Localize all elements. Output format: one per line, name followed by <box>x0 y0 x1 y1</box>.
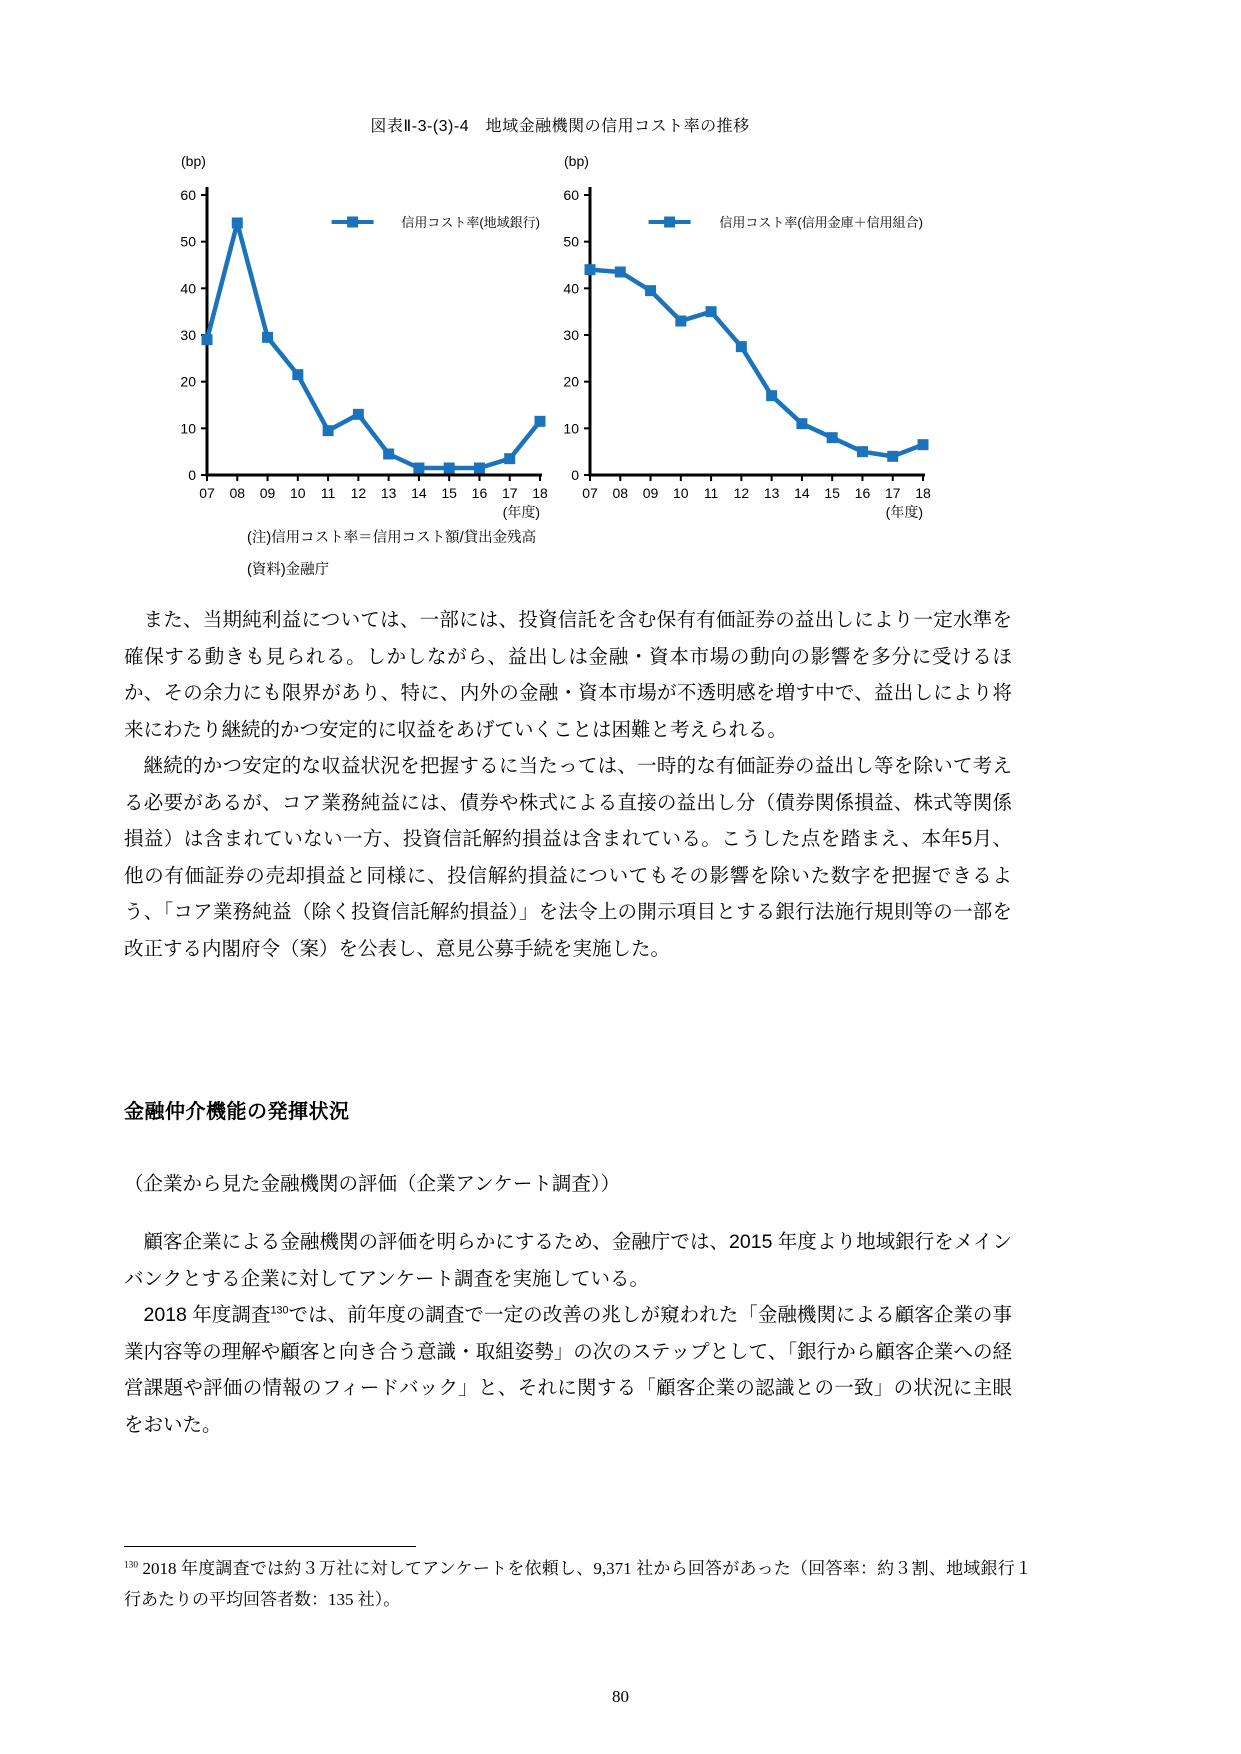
svg-text:17: 17 <box>884 485 901 501</box>
svg-text:18: 18 <box>532 485 548 501</box>
body-text-block-2 <box>124 1224 1012 1443</box>
svg-text:(年度): (年度) <box>885 504 923 520</box>
svg-text:11: 11 <box>320 485 336 501</box>
page-number: 80 <box>612 1687 629 1706</box>
footnote-number: 130 <box>124 1560 139 1571</box>
paragraph-text: では、前年度の調査で一定の改善の兆しが窺われた「金融機関による顧客企業の事業内容等の理解や顧客と向き合う意識・取組姿勢」の次のステップとして、「銀行から顧客企業への経営課題や評価の情報のフィードバック」と、それに関する「顧客企業の認識との一致」の状況に主眼をおいた。 <box>124 1304 1012 1436</box>
figure-note <box>247 522 536 586</box>
svg-text:信用コスト率(信用金庫＋信用組合): 信用コスト率(信用金庫＋信用組合) <box>719 215 923 230</box>
credit-cost-chart-regional-banks <box>155 150 550 522</box>
svg-text:(bp): (bp) <box>564 153 589 169</box>
svg-text:16: 16 <box>471 485 488 501</box>
svg-text:10: 10 <box>673 485 689 501</box>
svg-text:60: 60 <box>180 187 196 203</box>
note-source: (資料)金融庁 <box>247 562 330 578</box>
svg-text:13: 13 <box>763 485 780 501</box>
svg-text:07: 07 <box>199 485 215 501</box>
svg-text:信用コスト率(地域銀行): 信用コスト率(地域銀行) <box>401 215 540 230</box>
svg-text:40: 40 <box>563 280 579 297</box>
svg-text:15: 15 <box>824 485 840 501</box>
credit-cost-chart-shinkin-credit-unions <box>538 150 933 522</box>
paragraph-text: 2018 年度調査 <box>143 1304 271 1326</box>
svg-text:18: 18 <box>915 485 931 501</box>
svg-text:0: 0 <box>188 467 196 483</box>
svg-text:10: 10 <box>563 420 579 437</box>
svg-text:12: 12 <box>733 485 750 501</box>
svg-text:11: 11 <box>703 485 719 501</box>
svg-text:16: 16 <box>854 485 871 501</box>
svg-text:08: 08 <box>612 485 629 501</box>
footnote-text: 2018 年度調査では約３万社に対してアンケートを依頼し、9,371 社から回答があった（回答率：約３割、地域銀行１行あたりの平均回答者数：135 社）。 <box>124 1559 1032 1609</box>
paragraph: 継続的かつ安定的な収益状況を把握するに当たっては、一時的な有価証券の益出し等を除いて考える必要があるが、コア業務純益には、債券や株式による直接の益出し分（債券関係損益、株式等関係損益）は含まれていない一方、投資信託解約損益は含まれている。こうした点を踏まえ、本年5月、他の有価証券の売却損益と同様に、投信解約損益についてもその影響を除いた数字を把握できるよう、「コア業務純益（除く投資信託解約損益）」を法令上の開示項目とする銀行法施行規則等の一部を改正する内閣府令（案）を公表し、意見公募手続を実施した。 <box>124 755 1013 960</box>
svg-text:09: 09 <box>642 485 659 501</box>
svg-text:30: 30 <box>180 327 196 343</box>
footnote-reference: 130 <box>270 1304 289 1317</box>
svg-text:0: 0 <box>571 467 579 483</box>
paragraph: また、当期純利益については、一部には、投資信託を含む保有有価証券の益出しにより一定水準を確保する動きも見られる。しかしながら、益出しは金融・資本市場の動向の影響を多分に受けるほか、その余力にも限界があり、特に、内外の金融・資本市場が不透明感を増す中で、益出しにより将来にわたり継続的かつ安定的に収益をあげていくことは困難と考えられる。 <box>124 609 1012 741</box>
section-heading: 金融仲介機能の発揮状況 <box>124 1101 350 1123</box>
footnote <box>124 1553 1032 1615</box>
footnote-divider <box>124 1546 416 1547</box>
svg-text:50: 50 <box>180 233 196 250</box>
svg-text:10: 10 <box>180 420 196 437</box>
svg-text:08: 08 <box>229 485 246 501</box>
svg-text:12: 12 <box>350 485 367 501</box>
svg-text:14: 14 <box>411 485 427 501</box>
svg-text:14: 14 <box>794 485 810 501</box>
svg-text:(bp): (bp) <box>181 153 206 169</box>
svg-text:40: 40 <box>180 280 196 297</box>
note-formula: (注)信用コスト率＝信用コスト額/貸出金残高 <box>247 530 537 546</box>
sub-heading: （企業から見た金融機関の評価（企業アンケート調査）） <box>124 1173 621 1195</box>
svg-text:15: 15 <box>441 485 457 501</box>
svg-text:09: 09 <box>259 485 276 501</box>
svg-text:30: 30 <box>563 327 579 343</box>
svg-text:13: 13 <box>380 485 397 501</box>
svg-text:60: 60 <box>563 187 579 203</box>
svg-text:(年度): (年度) <box>502 504 540 520</box>
svg-text:20: 20 <box>563 373 579 390</box>
svg-text:20: 20 <box>180 373 196 390</box>
svg-text:10: 10 <box>290 485 306 501</box>
paragraph <box>124 1297 1012 1443</box>
svg-text:17: 17 <box>501 485 518 501</box>
paragraph: 顧客企業による金融機関の評価を明らかにするため、金融庁では、2015 年度より地域銀行をメインバンクとする企業に対してアンケート調査を実施している。 <box>124 1231 1012 1290</box>
svg-text:07: 07 <box>582 485 598 501</box>
body-text-block-1 <box>124 602 1012 967</box>
svg-text:50: 50 <box>563 233 579 250</box>
figure-title: 図表Ⅱ-3-(3)-4 地域金融機関の信用コスト率の推移 <box>370 118 750 135</box>
